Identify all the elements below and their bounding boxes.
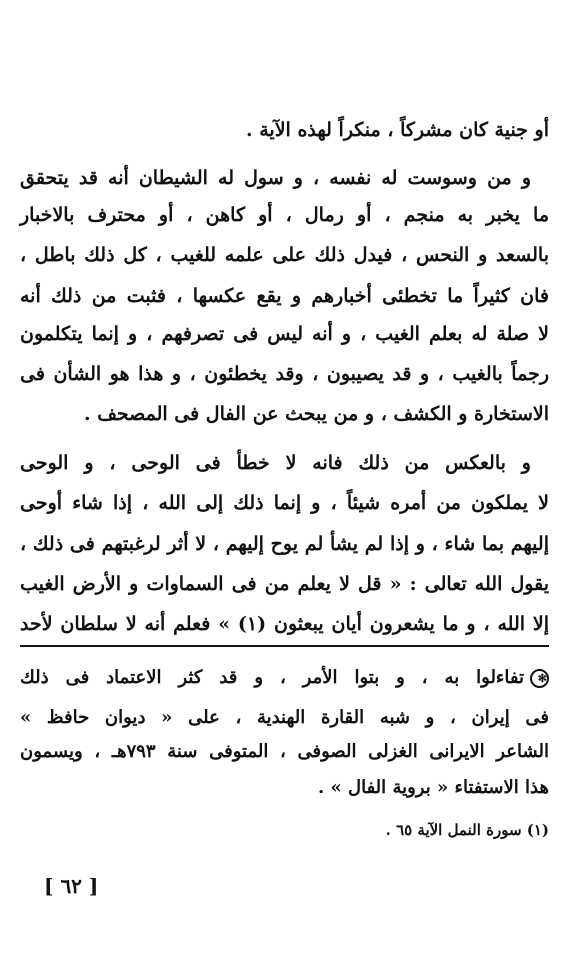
footnote-line: فى إيران ، و شبه القارة الهندية ، على « ديوان حافظ » — [20, 707, 549, 728]
page-number: [ ٦٢ ] — [44, 874, 99, 898]
body-line: و من وسوست له نفسه ، و سول له الشيطان أنه قد يتحقق — [20, 167, 531, 189]
body-line: و بالعكس من ذلك فانه لا خطأ فى الوحى ، و الوحى — [20, 452, 531, 474]
body-line: إليهم بما شاء ، و إذا لم يشأ لم يوح إليهم ، لا أثر لرغبتهم فى ذلك ، — [20, 533, 549, 555]
asterisk-icon: ✻ — [530, 669, 549, 688]
footnote-line: الشاعر الايرانى الغزلى الصوفى ، المتوفى سنة ٧٩٣هـ ، ويسمون — [20, 741, 549, 762]
body-line: إلا الله ، و ما يشعرون أيان يبعثون (١) » فعلم أنه لا سلطان لأحد — [20, 613, 549, 635]
body-line: الاستخارة و الكشف ، و من يبحث عن الفال فى المصحف . — [83, 403, 549, 425]
footnote-line: هذا الاستفتاء « بروية الفال » . — [317, 777, 549, 798]
body-line: ما يخبر به منجم ، أو رمال ، أو كاهن ، أو محترف بالاخبار — [20, 204, 549, 226]
body-line: فان كثيراً ما تخطئى أخبارهم و يقع عكسها ، فثبت من ذلك أنه — [20, 285, 549, 307]
body-line: رجماً بالغيب ، و قد يصيبون ، وقد يخطئون ، و هذا هو الشأن فى — [20, 363, 549, 385]
body-line: بالسعد و النحس ، فيدل ذلك على علمه للغيب ، كل ذلك باطل ، — [20, 244, 549, 266]
body-line: لا يملكون من أمره شيئاً ، و إنما ذلك إلى الله ، إذا شاء أوحى — [20, 492, 549, 514]
footnote-line — [20, 666, 549, 690]
body-line: لا صلة له بعلم الغيب ، و أنه ليس فى تصرفهم ، و إنما يتكلمون — [20, 323, 549, 345]
reference-note: (١) سورة النمل الآية ٦٥ . — [385, 821, 549, 839]
footnote-divider — [20, 645, 549, 647]
footnote-text: تفاءلوا به ، و بتوا الأمر ، و قد كثر الاعتماد فى ذلك — [20, 667, 524, 688]
body-line: أو جنية كان مشركاً ، منكراً لهذه الآية . — [246, 119, 549, 141]
body-line: يقول الله تعالى : « قل لا يعلم من فى السماوات و الأرض الغيب — [20, 573, 549, 595]
